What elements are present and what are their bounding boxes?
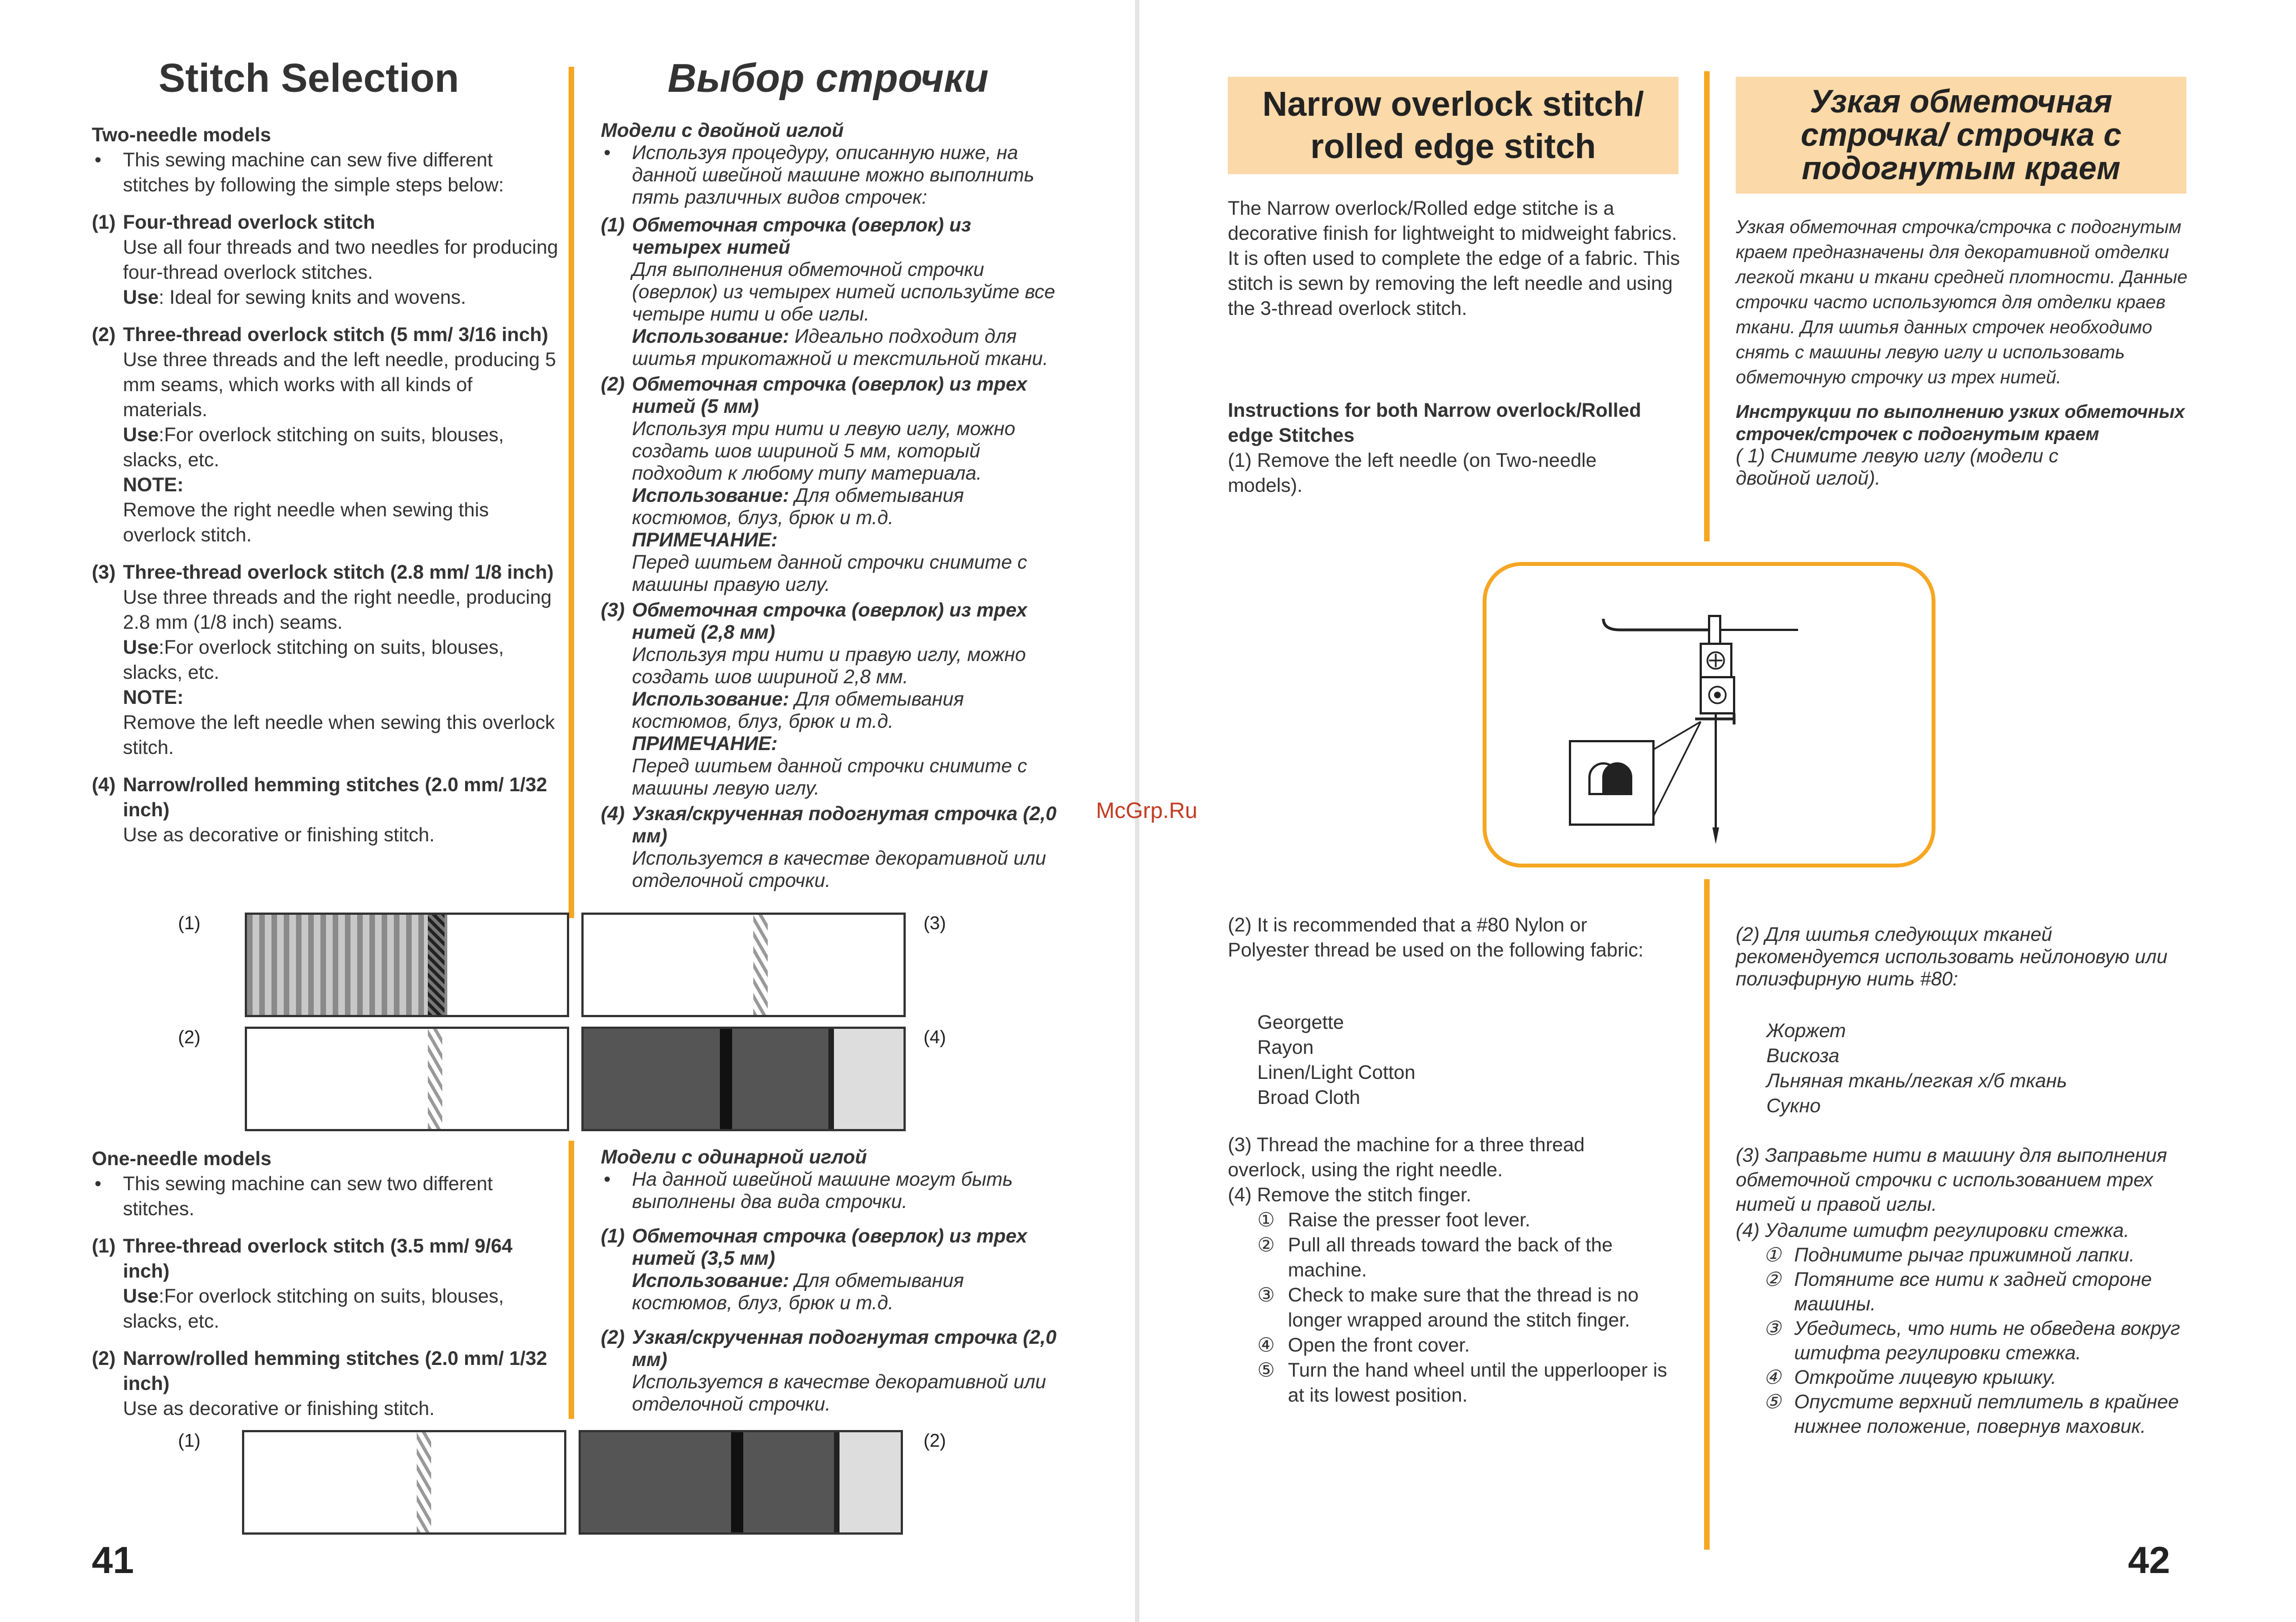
bullet-icon: • [95,149,102,171]
bullet-icon: • [95,1173,102,1195]
fabric-item: Вискоза [1766,1045,1840,1067]
stitch-item-2: (2) Three-thread overlock stitch (5 mm/ 3/16 inch) Use three threads and the left needle, producing 5 mm seams, which works with all kinds of materials. Use:For overlock stitching on suits, blouses, slacks, etc. NOTE: Remove the right needle when sewing this overlock stitch. [92,324,556,546]
stitch-item-3: (3) Three-thread overlock stitch (2.8 mm/ 1/8 inch) Use three threads and the right needle, producing 2.8 mm (1/8 inch) seams. Use:For overlock stitching on suits, blouses, slacks, etc. NOTE: Remove the left needle when sewing this overlock stitch. [92,561,555,758]
substep-item: ③ Убедитесь, что нить не обведена вокруг штифта регулировки стежка. [1764,1318,2180,1364]
substeps-en [1257,1207,1680,1408]
thread-line [1603,619,1709,630]
edge-line [834,1432,840,1532]
fabric-list-en [1257,1010,1415,1110]
substep-item: ⑤ Turn the hand wheel until the upperlooper is at its lowest position. [1257,1359,1667,1406]
swatch-three-thread-2-8 [581,913,906,1017]
swatch-three-thread-3-5 [242,1430,566,1535]
needle-illustration [1483,562,1935,867]
instructions-heading-ru: Инструкции по выполнению узких обметочных строчек/строчек с подогнутым краем [1736,401,2185,444]
swatch-label: (1) [178,913,201,933]
fabric-item: Жоржет [1766,1020,1846,1042]
intro-en: The Narrow overlock/Rolled edge stitche is a decorative finish for lightweight to midweight fabrics. It is often used to complete the edge of a fabric. This stitch is sewn by removing the left needle and using the 3-thread overlock stitch. [1228,198,1680,319]
substep-item: ④ Откройте лицевую крышку. [1764,1367,2057,1388]
swatch-label: (3) [924,913,946,933]
substep-item: ② Pull all threads toward the back of the machine. [1257,1234,1613,1281]
swatch-label: (2) [924,1430,946,1451]
seam-stitch [753,915,768,1015]
intro-bullet: • Используя процедуру, описанную ниже, на данной швейной машине можно выполнить пять различных видов строчек: [604,142,1035,208]
fabric-item: Сукно [1766,1095,1821,1117]
column-divider-top-right [1704,71,1710,541]
right-needle-hole-icon [1603,763,1631,794]
column-divider-bottom [569,1141,574,1419]
substep-item: ② Потяните все нити к задней стороне машины. [1764,1269,2152,1315]
swatch-three-thread-5 [245,1027,569,1131]
title-box-ru: Узкая обметочная строчка/ строчка с подогнутым краем [1736,77,2186,194]
substep-item: ③ Check to make sure that the thread is no longer wrapped around the stitch finger. [1257,1284,1639,1331]
step-1-ru: ( 1) Снимите левую иглу (модели с двойной иглой). [1736,445,2058,489]
ru-item-1: (1) Обметочная строчка (оверлок) из четырех нитей Для выполнения обметочной строчки (оверлок) из четырех нитей используйте все четыре нити и обе иглы. Использование: Идеально подходит для шитья трикотажной и текстильной ткани. [601,214,1055,369]
one-needle-section-en [92,1146,559,1421]
stitch-item-2: (2) Narrow/rolled hemming stitches (2.0 mm/ 1/32 inch) Use as decorative or finishing stitch. [92,1348,547,1419]
page-title-ru: Выбор строчки [668,56,989,101]
swatch-label: (2) [178,1027,201,1047]
seam-stitch [417,1432,431,1532]
needle-tip [1712,827,1719,844]
substep-item: ⑤ Опустите верхний петлитель в крайнее нижнее положение, повернув маховик. [1764,1391,2179,1437]
substep-item: ① Raise the presser foot lever. [1257,1209,1530,1231]
fabric-item: Льняная ткань/легкая х/б ткань [1766,1070,2067,1092]
fabric-list-ru [1766,1018,2067,1118]
seam-stitch [428,1029,442,1129]
intro-bullet: • This sewing machine can sew five different stitches by following the simple steps below: [92,147,559,198]
step-2-en: (2) It is recommended that a #80 Nylon or Polyester thread be used on the following fabric: [1228,914,1644,961]
ru-item-3: (3) Обметочная строчка (оверлок) из трех нитей (2,8 мм) Используя три нити и правую иглу, можно создать шов шириной 2,8 мм. Использование: Для обметывания костюмов, блуз, брюк и т.д. ПРИМЕЧАНИЕ: Перед шитьем данной строчки снимите с машины левую иглу. [601,599,1028,799]
step-4-ru: (4) Удалите штифт регулировки стежка. [1736,1220,2130,1241]
fabric-item: Broad Cloth [1257,1087,1360,1108]
title-box-en: Narrow overlock stitch/ rolled edge stitch [1228,77,1678,174]
one-needle-section-ru [601,1146,1057,1416]
bullet-icon: • [604,142,611,164]
intro-bullet: • На данной швейной машине могут быть выполнены два вида строчки. [604,1169,1013,1212]
section-heading: Two-needle models [92,124,271,146]
step-1-en: (1) Remove the left needle (on Two-needle models). [1228,450,1597,496]
seam-stitch [428,915,445,1015]
substeps-ru [1764,1243,2192,1439]
edge-line [828,1029,834,1129]
column-divider-top [569,67,574,918]
intro-bullet: • This sewing machine can sew two different stitches. [92,1171,559,1221]
swatch-rolled-hem [581,1027,906,1131]
two-needle-section-en [92,122,559,847]
swatch-label: (1) [178,1430,201,1451]
stitch-item-1: (1) Three-thread overlock stitch (3.5 mm/ 9/64 inch) Use:For overlock stitching on suits, blouses, slacks, etc. [92,1235,513,1332]
swatch-rolled-hem-one-needle [579,1430,903,1535]
seam-stitch [731,1432,743,1532]
substep-item: ① Поднимите рычаг прижимной лапки. [1764,1244,2135,1266]
page-number-right: 42 [2128,1539,2170,1581]
instructions-heading-en: Instructions for both Narrow overlock/Rolled edge Stitches [1228,400,1641,446]
stitch-item-1: (1) Four-thread overlock stitch Use all four threads and two needles for producing four-thread overlock stitches. Use: Ideal for sewing knits and wovens. [92,211,559,308]
stitch-item-4: (4) Narrow/rolled hemming stitches (2.0 mm/ 1/32 inch) Use as decorative or finishing stitch. [92,774,547,846]
page-number-left: 41 [92,1539,134,1581]
section-heading: One-needle models [92,1148,271,1170]
needle-diagram [1487,566,1932,864]
fabric-item: Linen/Light Cotton [1257,1062,1416,1083]
ru-item-4: (4) Узкая/скрученная подогнутая строчка (2,0 мм) Используется в качестве декоративной или отделочной строчки. [601,803,1056,891]
seam-stitch [720,1029,732,1129]
page-title-en: Stitch Selection [159,56,460,101]
two-needle-section-ru [601,120,1057,892]
ru-item-2: (2) Узкая/скрученная подогнутая строчка (2,0 мм) Используется в качестве декоративной или отделочной строчки. [601,1327,1056,1415]
bullet-icon: • [604,1169,611,1190]
substep-item: ④ Open the front cover. [1257,1334,1470,1356]
section-heading: Модели с двойной иглой [601,120,844,141]
swatch-four-thread [245,913,569,1017]
ru-item-2: (2) Обметочная строчка (оверлок) из трех нитей (5 мм) Используя три нити и левую иглу, можно создать шов шириной 5 мм, который подходит к любому типу материала. Использование: Для обметывания костюмов, блуз, брюк и т.д. ПРИМЕЧАНИЕ: Перед шитьем данной строчки снимите с машины правую иглу. [601,373,1028,595]
knit-fabric [247,915,447,1015]
step-2-ru: (2) Для шитья следующих тканей рекомендуется использовать нейлоновую или полиэфирную нить #80: [1736,924,2167,990]
fabric-item: Rayon [1257,1037,1314,1058]
swatch-label: (4) [924,1027,946,1047]
ru-item-1: (1) Обметочная строчка (оверлок) из трех нитей (3,5 мм) Использование: Для обметывания костюмов, блуз, брюк и т.д. [601,1225,1028,1314]
watermark: McGrp.Ru [1096,798,1198,823]
edge-area [840,1432,901,1532]
edge-area [834,1029,903,1129]
column-divider-bottom-right [1704,879,1710,1550]
step-4-en: (4) Remove the stitch finger. [1228,1184,1472,1206]
section-heading: Модели с одинарной иглой [601,1146,867,1168]
step-3-en: (3) Thread the machine for a three thread overlock, using the right needle. [1228,1134,1585,1181]
intro-ru: Узкая обметочная строчка/строчка с подогнутым краем предназначены для декоративной отделки легкой ткани и ткани средней плотности. Данные строчки часто используются для отделки краев ткани. Для шитья данных строчек необходимо снять с машины левую иглу и использовать обметочную строчку из трех нитей. [1736,216,2188,387]
fabric-item: Georgette [1257,1012,1344,1033]
step-3-ru: (3) Заправьте нити в машину для выполнения обметочной строчки с использованием трех нитей и правой иглы. [1736,1145,2167,1215]
